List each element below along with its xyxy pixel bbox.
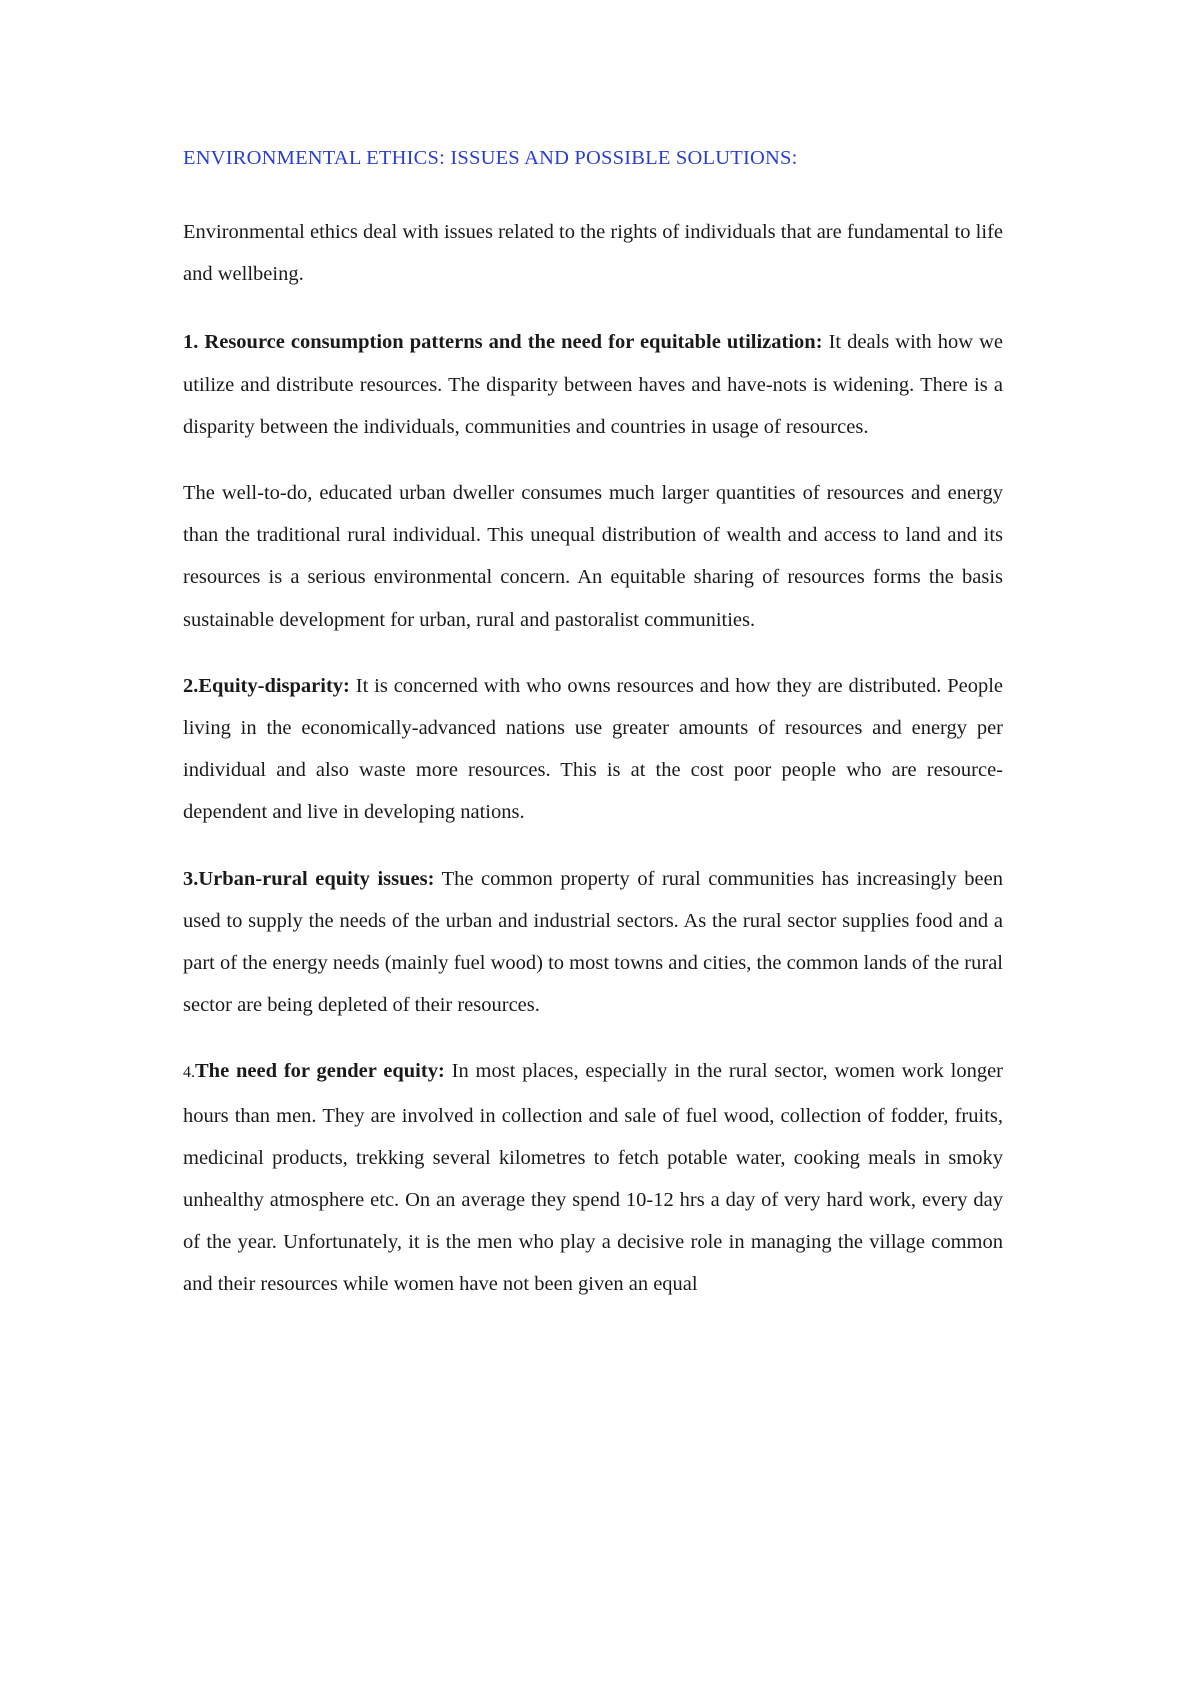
section-4-paragraph	[183, 1050, 1003, 1305]
section-1-paragraph	[183, 321, 1003, 448]
section-4-number: 4.	[183, 1064, 195, 1082]
section-3-body: The common property of rural communities has increasingly been used to supply the needs of the urban and industrial sectors. As the rural sector supplies food and a part of the energy needs (mainly fuel wood) to most towns and cities, the common lands of the rural sector are being depleted of their resources.	[183, 867, 1003, 1017]
section-2-paragraph	[183, 665, 1003, 834]
section-1-continuation-paragraph: The well-to-do, educated urban dweller consumes much larger quantities of resources and energy than the traditional rural individual. This unequal distribution of wealth and access to land and its resources is a serious environmental concern. An equitable sharing of resources forms the basis sustainable development for urban, rural and pastoralist communities.	[183, 482, 1003, 631]
section-2-heading: 2.Equity-disparity:	[183, 674, 350, 697]
section-1-body: It deals with how we utilize and distribute resources. The disparity between haves and have-nots is widening. There is a disparity between the individuals, communities and countries in usage of resources.	[183, 331, 1004, 438]
section-4-body: In most places, especially in the rural sector, women work longer hours than men. They are involved in collection and sale of fuel wood, collection of fodder, fruits, medicinal products, trekking several kilometres to fetch potable water, cooking meals in smoky unhealthy atmosphere etc. On an average they spend 10-12 hrs a day of very hard work, every day of the year. Unfortunately, it is the men who play a decisive role in managing the village common and their resources while women have not been given an equal	[183, 1060, 1003, 1296]
section-3-heading: 3.Urban-rural equity issues:	[183, 867, 435, 890]
section-2-body: It is concerned with who owns resources and how they are distributed. People living in the economically-advanced nations use greater amounts of resources and energy per individual and also waste more resources. This is at the cost poor people who are resource-dependent and live in developing nations.	[183, 674, 1003, 824]
section-4-heading: The need for gender equity:	[195, 1060, 445, 1083]
section-3-paragraph	[183, 858, 1003, 1027]
document-title: ENVIRONMENTAL ETHICS: ISSUES AND POSSIBLE SOLUTIONS:	[183, 147, 798, 169]
section-1-heading: 1. Resource consumption patterns and the need for equitable utilization:	[183, 331, 823, 354]
document-page	[183, 143, 1003, 1306]
intro-paragraph: Environmental ethics deal with issues related to the rights of individuals that are fundamental to life and wellbeing.	[183, 221, 1003, 286]
